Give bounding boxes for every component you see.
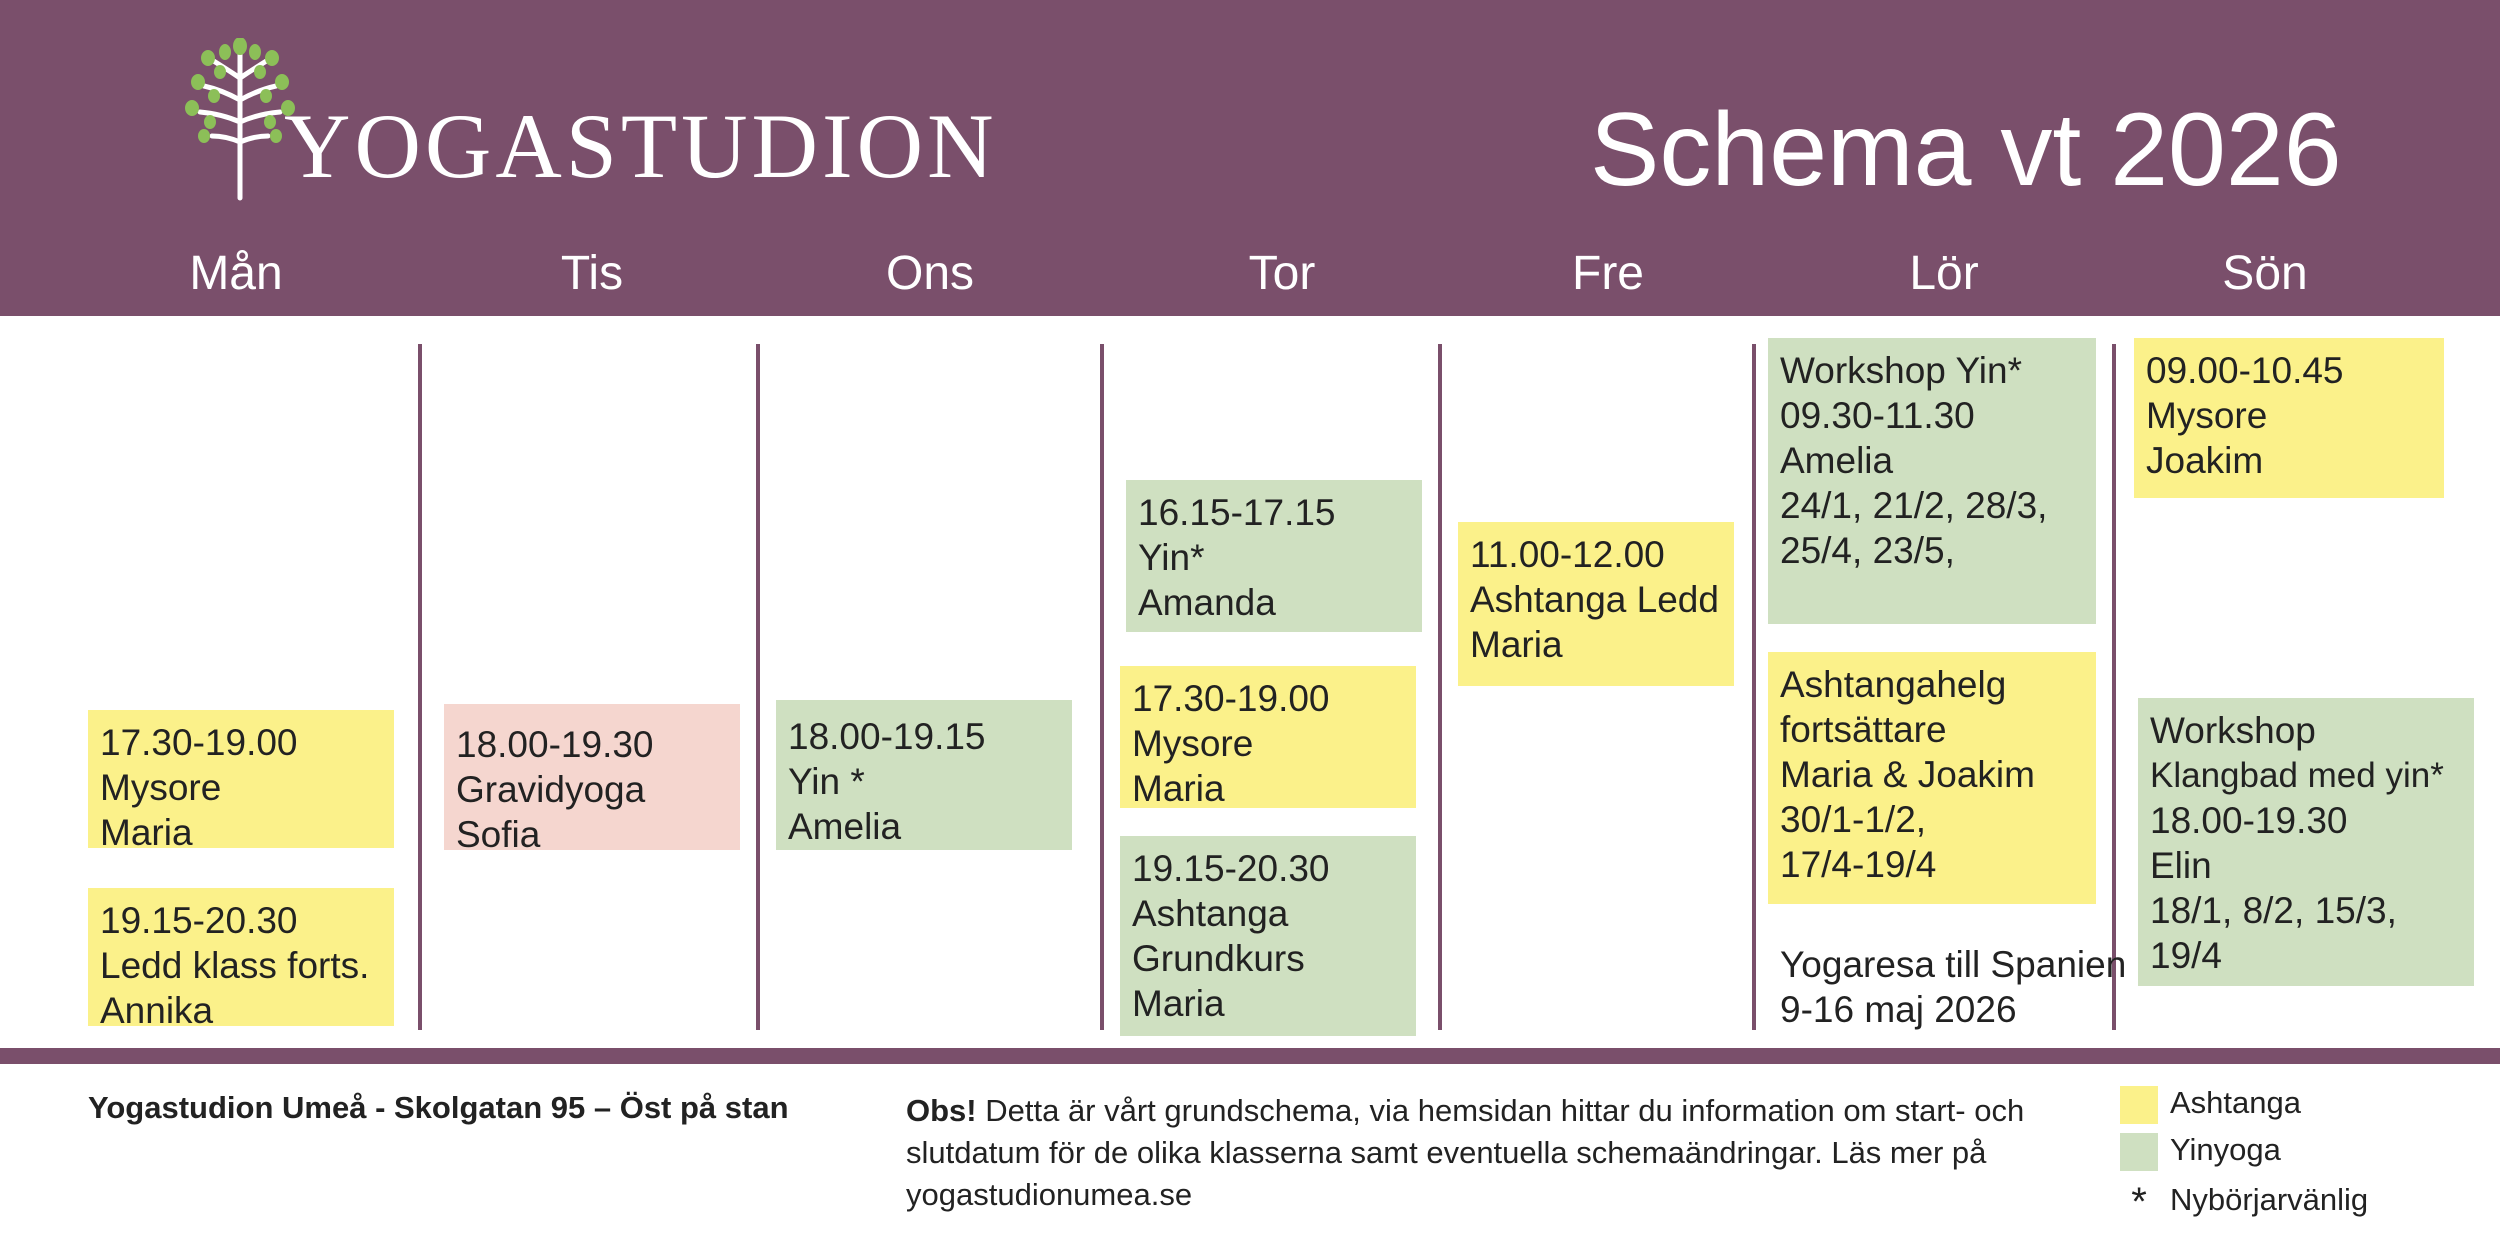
- class-teacher: Maria: [100, 812, 193, 853]
- class-dates: 19/4: [2150, 935, 2223, 976]
- class-time: 09.00-10.45: [2146, 350, 2344, 391]
- class-card: [1768, 338, 2096, 624]
- class-card: [1126, 480, 1422, 632]
- class-name: Gravidyoga: [456, 769, 646, 810]
- day-header-fre: Fre: [1572, 247, 1644, 300]
- class-card: [1768, 652, 2096, 904]
- class-card: [444, 704, 740, 855]
- note-text: Detta är vårt grundschema, via hemsidan hittar du information om start- och slutdatum för de olika klasserna samt eventuella schemaändringar. Läs mer på yogastudionumea.se: [906, 1093, 2025, 1212]
- class-dates: 30/1-1/2,: [1780, 799, 1927, 840]
- class-dates: 17/4-19/4: [1780, 844, 1937, 885]
- trip-dates: 9-16 maj 2026: [1780, 989, 2017, 1030]
- column-divider: [756, 344, 760, 1030]
- class-name: Yin *: [788, 761, 865, 802]
- class-card: [88, 888, 394, 1031]
- day-header-ons: Ons: [885, 247, 975, 300]
- trip-title: Yogaresa till Spanien: [1780, 944, 2127, 985]
- class-teacher: Joakim: [2146, 440, 2264, 481]
- class-time: 11.00-12.00: [1470, 534, 1665, 575]
- class-time: 19.15-20.30: [1132, 848, 1330, 889]
- column-divider: [2112, 344, 2116, 1030]
- class-level: fortsättare: [1780, 709, 1947, 750]
- class-name: Ashtanga: [1132, 893, 1289, 934]
- class-card: [2138, 698, 2474, 986]
- legend-ashtanga: [2120, 1085, 2301, 1124]
- class-card: [2134, 338, 2444, 498]
- day-header-tis: Tis: [560, 247, 624, 300]
- class-time: 09.30-11.30: [1780, 395, 1975, 436]
- class-card: [776, 700, 1072, 850]
- legend-label: Nybörjarvänlig: [2170, 1182, 2369, 1218]
- class-teacher: Sofia: [456, 814, 541, 855]
- day-header-tor: Tor: [1248, 247, 1316, 300]
- schedule-note: [906, 1090, 2086, 1216]
- class-teacher: Maria: [1132, 768, 1225, 809]
- class-name: Ashtanga Ledd: [1470, 579, 1719, 620]
- day-header-lor: Lör: [1909, 247, 1979, 300]
- class-name: Ashtangahelg: [1780, 664, 2007, 705]
- class-time: 19.15-20.30: [100, 900, 298, 941]
- class-time: 16.15-17.15: [1138, 492, 1336, 533]
- class-time: 18.00-19.30: [2150, 800, 2348, 841]
- column-divider: [1438, 344, 1442, 1030]
- legend-yinyoga: [2120, 1132, 2281, 1171]
- yinyoga-swatch-icon: [2120, 1133, 2158, 1171]
- bottom-divider-bar: [0, 1048, 2500, 1064]
- class-teacher: Amelia: [788, 806, 902, 847]
- tree-logo-icon: [180, 38, 300, 203]
- class-teacher: Annika: [100, 990, 214, 1031]
- class-name: Yin*: [1138, 537, 1205, 578]
- trip-notice: [1780, 942, 2126, 1032]
- class-card: [1458, 522, 1734, 686]
- class-teacher: Amelia: [1780, 440, 1894, 481]
- class-teacher: Maria: [1470, 624, 1563, 665]
- class-time: 17.30-19.00: [100, 722, 298, 763]
- class-name: Ledd klass forts.: [100, 945, 370, 986]
- legend-nyborjare: [2120, 1182, 2368, 1222]
- class-dates: 24/1, 21/2, 28/3,: [1780, 485, 2048, 526]
- class-card: [1120, 836, 1416, 1036]
- column-divider: [1100, 344, 1104, 1030]
- class-card: [1120, 666, 1416, 808]
- legend-label: Ashtanga: [2170, 1085, 2301, 1120]
- day-header-man: Mån: [189, 247, 283, 300]
- header-band: [0, 0, 2500, 316]
- class-time: 18.00-19.15: [788, 716, 986, 757]
- class-time: 17.30-19.00: [1132, 678, 1330, 719]
- class-subtitle: Klangbad med yin*: [2150, 756, 2444, 795]
- column-divider: [418, 344, 422, 1030]
- class-level: Grundkurs: [1132, 938, 1305, 979]
- class-card: [88, 710, 394, 853]
- class-dates: 18/1, 8/2, 15/3,: [2150, 890, 2397, 931]
- column-divider: [1752, 344, 1756, 1030]
- class-name: Mysore: [2146, 395, 2268, 436]
- star-icon: *: [2131, 1180, 2147, 1224]
- brand-name: YOGASTUDION: [284, 95, 998, 197]
- legend-label: Yinyoga: [2170, 1132, 2281, 1167]
- class-name: Workshop Yin*: [1780, 350, 2022, 391]
- class-name: Mysore: [100, 767, 222, 808]
- class-name: Mysore: [1132, 723, 1254, 764]
- class-time: 18.00-19.30: [456, 724, 654, 765]
- note-label: Obs!: [906, 1093, 977, 1128]
- class-teacher: Maria & Joakim: [1780, 754, 2035, 795]
- class-name: Workshop: [2150, 710, 2316, 751]
- page-title: Schema vt 2026: [1590, 92, 2342, 208]
- day-header-son: Sön: [2222, 247, 2308, 300]
- class-dates: 25/4, 23/5,: [1780, 530, 1955, 571]
- ashtanga-swatch-icon: [2120, 1086, 2158, 1124]
- studio-address: Yogastudion Umeå - Skolgatan 95 – Öst på stan: [88, 1090, 789, 1125]
- class-teacher: Amanda: [1138, 582, 1276, 623]
- class-teacher: Elin: [2150, 845, 2212, 886]
- class-teacher: Maria: [1132, 983, 1225, 1024]
